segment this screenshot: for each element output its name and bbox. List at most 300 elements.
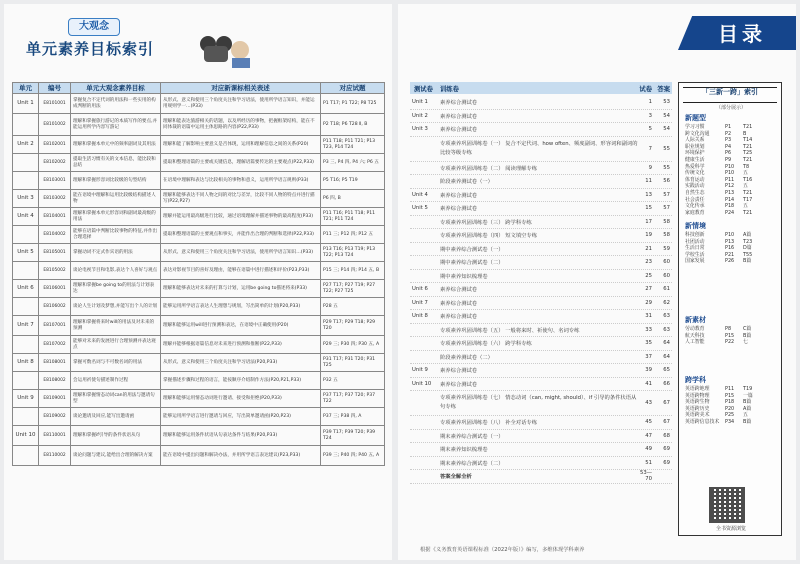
toc-title: 期中素养综合测试卷（二） <box>440 260 504 267</box>
index-page: P22 <box>725 339 735 346</box>
table-row <box>13 244 385 262</box>
standard-cell: 能够运用所学语言进行邀请与回应，写出简单邀请函(P20,P23) <box>161 408 321 426</box>
toc-item[interactable] <box>410 256 672 270</box>
index-question: 五 <box>743 170 748 177</box>
goal-cell: 理解和掌握本单元中的频率副词及其用法 <box>71 136 161 154</box>
index-topic: 实践活动 <box>685 183 705 190</box>
index-page: P9 <box>725 156 732 163</box>
toc-item[interactable] <box>410 364 672 378</box>
table-row <box>13 280 385 298</box>
table-row <box>13 336 385 354</box>
toc-page: 49 <box>645 446 652 453</box>
standard-cell: 理解和能表达旅游相关的话题，以及所经历的事物，把握框架结构，能在不同体裁的语篇中运用主体思路的内容(P22,P33) <box>161 114 321 136</box>
toc-title: 专项素养巩固训练卷（七） 情态动词（can, might, should）、if 引导的条件状语从句专练 <box>440 395 637 410</box>
toc-answer-page: 66 <box>663 380 670 387</box>
unit-cell: Unit 7 <box>13 316 39 336</box>
items-cell: P32 五 <box>321 372 385 390</box>
index-topic: 国家发展 <box>685 258 705 265</box>
index-row[interactable] <box>685 245 765 252</box>
toc-title: 素养综合测试卷 <box>440 127 478 134</box>
toc-page: 47 <box>645 432 652 439</box>
toc-title: 专项素养巩固训练卷（四） 短文填空专练 <box>440 233 538 240</box>
items-cell: P13 T16; P13 T19; P13 T22; P13 T24 <box>321 244 385 262</box>
index-page: P13 <box>725 238 735 245</box>
toc-title: 期中素养综合测试卷（一） <box>440 246 504 253</box>
index-page: P1 <box>725 124 732 130</box>
table-row <box>13 114 385 136</box>
toc-item[interactable] <box>410 243 672 257</box>
index-topic: 社团活动 <box>685 238 705 245</box>
code-cell: E8106002 <box>39 298 71 316</box>
standard-cell: 提取和整理语篇的主要观点和事实，并能作出合理的判断和选择(P22,P33) <box>161 226 321 244</box>
toc-item[interactable] <box>410 96 672 110</box>
index-row[interactable] <box>685 210 765 217</box>
index-row[interactable] <box>685 190 765 197</box>
code-cell: E8108001 <box>39 354 71 372</box>
big-idea-badge: 大观念 <box>68 18 120 36</box>
toc-page: 35 <box>645 340 652 347</box>
standard-cell: 理解和能够运用条件状语从句表达条件与结果(P20,P33) <box>161 426 321 446</box>
unit-cell: Unit 2 <box>13 136 39 154</box>
table-row <box>13 208 385 226</box>
index-page: P13 <box>725 189 735 196</box>
index-question: B篇 <box>743 418 752 425</box>
toc-page: 23 <box>645 259 652 266</box>
index-row[interactable] <box>685 183 765 190</box>
code-cell: E8109001 <box>39 390 71 408</box>
toc-unit: Unit 1 <box>412 99 428 106</box>
index-row[interactable] <box>685 170 765 177</box>
header-standard: 对应新课标相关表述 <box>161 83 321 94</box>
index-topic: 英语跨美术 <box>685 412 710 419</box>
toc-page: 41 <box>645 380 652 387</box>
toc-header <box>410 82 672 94</box>
toc-answer-page: 60 <box>663 259 670 266</box>
index-topic: 英语跨历史 <box>685 405 710 412</box>
toc-answer-page: 68 <box>663 432 670 439</box>
toc-title: 素养综合测试卷 <box>440 192 478 199</box>
unit-cell: Unit 10 <box>13 426 39 446</box>
toc-item[interactable] <box>410 216 672 230</box>
standard-cell: 理解和能够运用will进行预测和表达，在语境中正确使用(P20) <box>161 316 321 336</box>
index-question: C篇 <box>743 326 752 332</box>
unit-cell: Unit 4 <box>13 208 39 226</box>
toc-answer-page: 56 <box>663 178 670 185</box>
toc-answer-page: 59 <box>663 245 670 252</box>
items-cell: P37 三; P38 四, A <box>321 408 385 426</box>
toc-page: 45 <box>645 419 652 426</box>
toc-title: 素养综合测试卷 <box>440 113 478 120</box>
index-section-title: 新情境 <box>685 222 706 230</box>
toc-item[interactable] <box>410 110 672 124</box>
index-topic: 体育运动 <box>685 176 705 183</box>
goal-cell: 掌握动词不定式作宾语的用法 <box>71 244 161 262</box>
toc-answer-page: 64 <box>663 353 670 360</box>
index-question: T23 <box>743 238 753 245</box>
code-cell: E8102002 <box>39 154 71 172</box>
toc-item[interactable] <box>410 416 672 430</box>
toc-item[interactable] <box>410 378 672 392</box>
toc-title: 期中素养知识梳理卷 <box>440 273 488 280</box>
qr-label: 全书资源浏览 <box>715 526 746 532</box>
index-question: B <box>743 130 747 137</box>
standard-cell: 理解和能了解影响主要意义是否体现，运用和理解信息之间的关系(P20) <box>161 136 321 154</box>
code-cell: E8105001 <box>39 244 71 262</box>
index-row[interactable] <box>685 150 765 157</box>
toc-header-paper: 试卷 <box>639 85 652 93</box>
toc-title: 专项素养巩固训练卷（一） 复合不定代词、how often、频度副词、形容词和副词的比较等级专练 <box>440 140 638 156</box>
index-question: 七 <box>743 339 748 346</box>
standard-cell: 表达对影视节目的喜好及理由，能够在语篇中进行描述和评价(P23,P33) <box>161 262 321 280</box>
unit-goal-table <box>12 82 385 466</box>
toc-answer-page: 69 <box>663 459 670 466</box>
index-topic: 科技创新 <box>685 232 705 238</box>
header-code: 编号 <box>39 83 71 94</box>
table-row <box>13 154 385 172</box>
toc-title: 素养综合测试卷 <box>440 206 478 213</box>
items-cell: P2 T18; P6 T28 Ⅱ, B <box>321 114 385 136</box>
index-question: T17 <box>743 196 753 203</box>
unit-cell <box>13 262 39 280</box>
toc-title: 期末素养知识梳理卷 <box>440 447 488 454</box>
index-question: T21 <box>743 156 753 163</box>
index-page: P16 <box>725 245 735 252</box>
toc-item[interactable] <box>410 297 672 311</box>
toc-item[interactable] <box>410 391 672 416</box>
toc-page: 31 <box>645 313 652 320</box>
toc-unit: Unit 8 <box>412 313 428 320</box>
toc-title: 素养综合测试卷 <box>440 381 478 388</box>
items-cell: P11 三; P12 四; P12 五 <box>321 226 385 244</box>
toc-page: 21 <box>645 245 652 252</box>
toc-header-drills: 训练卷 <box>440 85 459 93</box>
index-topic: 英语跨信息技术 <box>685 418 720 425</box>
index-page: P11 <box>725 386 735 392</box>
code-cell: E8107002 <box>39 336 71 354</box>
toc-page: 33 <box>645 326 652 333</box>
table-row <box>13 316 385 336</box>
code-cell: E8104002 <box>39 226 71 244</box>
index-page: P4 <box>725 143 732 150</box>
goal-cell: 理解和掌握旅行游记的本质写作的要点,并能运用所学内容写游记 <box>71 114 161 136</box>
items-cell: P11 T18; P11 T21; P13 T23, P14 T24 <box>321 136 385 154</box>
index-question: 五 <box>743 203 748 210</box>
index-question: D篇 <box>743 245 752 252</box>
toc-page: 17 <box>645 218 652 225</box>
table-row <box>13 190 385 208</box>
toc-title: 专项素养巩固训练卷（三） 跨学科专练 <box>440 219 532 226</box>
index-page: P12 <box>725 183 735 190</box>
index-topic: 学习习惯 <box>685 124 705 130</box>
toc-title: 素养综合测试卷 <box>440 314 478 321</box>
toc-item[interactable] <box>410 351 672 365</box>
toc-page: 9 <box>648 164 652 171</box>
toc-unit: Unit 5 <box>412 205 428 212</box>
goal-cell: 谈论电视节目和电影,表达个人喜好与观点 <box>71 262 161 280</box>
index-row[interactable] <box>685 339 765 346</box>
goal-cell: 理解和掌握本单元形容词和副词最高级的用法 <box>71 208 161 226</box>
index-section-title: 跨学科 <box>685 376 706 384</box>
goal-cell: 理解和掌握将来时will的用法及对未来的预测 <box>71 316 161 336</box>
unit-cell <box>13 154 39 172</box>
unit-cell: Unit 5 <box>13 244 39 262</box>
code-cell: E8103001 <box>39 172 71 190</box>
toc-page: 19 <box>645 232 652 239</box>
toc-item[interactable] <box>410 270 672 284</box>
toc-item[interactable] <box>410 189 672 203</box>
index-section-title: 新素材 <box>685 316 706 324</box>
unit-cell: Unit 6 <box>13 280 39 298</box>
index-question: 五 <box>743 183 748 190</box>
toc-page: 1 <box>648 99 652 106</box>
code-cell: E8103002 <box>39 190 71 208</box>
toc-unit: Unit 6 <box>412 286 428 293</box>
toc-page: 43 <box>645 400 652 406</box>
index-page: P18 <box>725 399 735 406</box>
toc-answer-page: 65 <box>663 367 670 374</box>
toc-answer-page: 55 <box>663 145 670 152</box>
items-cell: P39 三; P40 四; P40 五, A <box>321 446 385 466</box>
index-page: P15 <box>725 392 735 399</box>
toc-page: 51 <box>645 459 652 466</box>
toc-answer-page: 58 <box>663 218 670 225</box>
goal-cell: 掌握可数名词与不可数名词的用法 <box>71 354 161 372</box>
unit-cell: Unit 3 <box>13 190 39 208</box>
toc-answer-page: 63 <box>663 313 670 320</box>
right-page <box>398 4 796 560</box>
toc-page: 39 <box>645 367 652 374</box>
header-unit: 单元 <box>13 83 39 94</box>
index-page: P25 <box>725 412 735 419</box>
unit-cell <box>13 226 39 244</box>
index-topic: 人工智能 <box>685 339 705 346</box>
index-page: P11 <box>725 176 735 183</box>
table-row <box>13 94 385 114</box>
binoculars-illustration-icon <box>194 30 254 70</box>
toc-item[interactable] <box>410 123 672 137</box>
table-row <box>13 172 385 190</box>
items-cell: P15 三; P14 四; P14 五, B <box>321 262 385 280</box>
items-cell: P31 T17; P31 T20; P31 T25 <box>321 354 385 372</box>
code-cell: E8107001 <box>39 316 71 336</box>
index-page: P20 <box>725 405 735 412</box>
toc-title: 阶段素养测试卷（一） <box>440 179 493 186</box>
goal-cell: 理解和掌握形容词比较级的句型结构 <box>71 172 161 190</box>
index-row[interactable] <box>685 157 765 164</box>
toc-page: 29 <box>645 299 652 306</box>
goal-cell: 能够在语篇中判断比较事物的特征,并作出合理选择 <box>71 226 161 244</box>
toc-answer-page: 61 <box>663 286 670 293</box>
index-question: 一篇 <box>743 392 753 399</box>
items-cell: P39 T17; P39 T20; P39 T24 <box>321 426 385 446</box>
table-row <box>13 354 385 372</box>
toc-list <box>410 96 672 484</box>
unit-cell: Unit 8 <box>13 354 39 372</box>
standard-cell: 能在语境中提出问题和解决办法，并用所学语言表达建议(P23,P33) <box>161 446 321 466</box>
index-row[interactable] <box>685 399 765 406</box>
index-row[interactable] <box>685 412 765 419</box>
index-topic: 劳动教育 <box>685 326 705 332</box>
goal-cell: 能在语境中理解和运用比较级结构描述人物 <box>71 190 161 208</box>
toc-page: 27 <box>645 286 652 293</box>
toc-page: 7 <box>648 145 652 152</box>
items-cell: P11 T16; P11 T18; P11 T21; P11 T24 <box>321 208 385 226</box>
toc-page: 13 <box>645 191 652 198</box>
qr-code-icon[interactable] <box>709 487 745 523</box>
code-cell: E8110001 <box>39 426 71 446</box>
code-cell: E8101001 <box>39 94 71 114</box>
code-cell: E8108002 <box>39 372 71 390</box>
index-page: P10 <box>725 232 735 238</box>
toc-answer-page: 67 <box>663 419 670 426</box>
goal-cell: 会运用祈使句描述制作过程 <box>71 372 161 390</box>
index-page: P34 <box>725 418 735 425</box>
goal-cell: 谈论邀请及回应,能写出邀请函 <box>71 408 161 426</box>
standard-cell: 理解和能够表达不同人物之间的对比与差异，比较不同人物的特点并进行描写(P22,P27) <box>161 190 321 208</box>
index-question: 五 <box>743 412 748 419</box>
toc-item[interactable] <box>410 324 672 338</box>
index-page: P10 <box>725 170 735 177</box>
table-row <box>13 298 385 316</box>
toc-item[interactable] <box>410 443 672 457</box>
toc-item[interactable] <box>410 337 672 351</box>
toc-unit: Unit 2 <box>412 112 428 119</box>
toc-item[interactable] <box>410 137 672 162</box>
toc-item[interactable] <box>410 310 672 324</box>
toc-answer-page: 57 <box>663 191 670 198</box>
table-row <box>13 426 385 446</box>
toc-page: 53—70 <box>639 470 652 483</box>
toc-page: 25 <box>645 272 652 279</box>
toc-title: 专项素养巩固训练卷（六） 跨学科专练 <box>440 341 532 348</box>
toc-item[interactable] <box>410 175 672 189</box>
toc-item[interactable] <box>410 229 672 243</box>
toc-title: 素养综合测试卷 <box>440 300 478 307</box>
toc-header-answer: 答案 <box>657 85 670 93</box>
table-row <box>13 226 385 244</box>
index-question: T55 <box>743 251 753 258</box>
standard-cell: 在语境中理解和表达与比较相关的事物和意义，运用所学语言规则(P33) <box>161 172 321 190</box>
table-row <box>13 390 385 408</box>
index-section <box>685 221 765 265</box>
unit-cell <box>13 446 39 466</box>
toc-answer-page: 62 <box>663 299 670 306</box>
standard-cell: 从形式、意义和使用三个角度关注和学习语法，使用所学语言知识，并能运用规则学一…(P33) <box>161 94 321 114</box>
index-page: P21 <box>725 251 735 258</box>
index-row[interactable] <box>685 124 765 131</box>
index-row[interactable] <box>685 326 765 333</box>
contents-title: 目录 <box>718 22 766 46</box>
toc-unit: Unit 4 <box>412 191 428 198</box>
toc-item[interactable] <box>410 283 672 297</box>
index-topic: 社会责任 <box>685 196 705 203</box>
table-row <box>13 136 385 154</box>
standard-cell: 从形式、意义和使用三个角度关注和学习语法，使用所学语言知识…(P33) <box>161 244 321 262</box>
index-row[interactable] <box>685 137 765 144</box>
index-page: P8 <box>725 326 732 332</box>
table-row <box>13 262 385 280</box>
goal-cell: 能够对未来的发展进行合理预测并表达观点 <box>71 336 161 354</box>
standard-cell: 提取和整理语篇的主要或关键信息，理解语篇要传达的主要观点(P22,P33) <box>161 154 321 172</box>
index-page: P14 <box>725 196 735 203</box>
goal-cell: 谈论人生计划及梦想,并能写出个人的计划 <box>71 298 161 316</box>
index-row[interactable] <box>685 386 765 393</box>
toc-answer-page: 54 <box>663 112 670 119</box>
index-topic: 职业规划 <box>685 143 705 150</box>
toc-title: 专项素养巩固训练卷（八） 补全对话专练 <box>440 420 538 427</box>
unit-cell: Unit 9 <box>13 390 39 408</box>
table-row <box>13 446 385 466</box>
unit-cell: Unit 1 <box>13 94 39 114</box>
index-topic: 学校生活 <box>685 251 705 258</box>
index-question: B篇 <box>743 399 752 406</box>
standard-cell: 掌握描述步骤和过程的语言，能按顺序介绍制作方法(P20,P21,P33) <box>161 372 321 390</box>
index-row[interactable] <box>685 203 765 210</box>
goal-cell: 提取生活习惯有关的文本信息，能比较和总结 <box>71 154 161 172</box>
index-topic: 生活日常 <box>685 245 705 252</box>
toc-title: 期末素养综合测试卷（二） <box>440 460 504 467</box>
toc-item[interactable] <box>410 162 672 176</box>
index-question: T21 <box>743 209 753 216</box>
toc-item[interactable] <box>410 202 672 216</box>
index-section <box>685 315 765 346</box>
index-question: T21 <box>743 143 753 150</box>
standard-cell: 能够运用所学语言表达人生理想与规划，写出简单的计划(P20,P33) <box>161 298 321 316</box>
unit-cell <box>13 336 39 354</box>
standard-cell: 从形式、意义和使用三个角度关注和学习语法(P20,P33) <box>161 354 321 372</box>
index-row[interactable] <box>685 258 765 265</box>
table-row <box>13 372 385 390</box>
toc-item[interactable] <box>410 430 672 444</box>
index-sidebar <box>678 82 782 536</box>
index-row[interactable] <box>685 232 765 239</box>
index-section-title: 新题型 <box>685 114 706 122</box>
toc-title: 素养综合测试卷 <box>440 368 478 375</box>
unit-cell <box>13 298 39 316</box>
code-cell: E8104001 <box>39 208 71 226</box>
unit-cell <box>13 172 39 190</box>
index-topic: 自然生态 <box>685 189 705 196</box>
code-cell: E8101002 <box>39 114 71 136</box>
index-topic: 环境保护 <box>685 150 705 157</box>
index-page: P24 <box>725 209 735 216</box>
index-topic: 文化传承 <box>685 203 705 210</box>
standard-cell: 理解和能够表达对未来的打算与计划，运用be going to描述将来(P33) <box>161 280 321 298</box>
items-cell: P29 三; P30 四; P30 五, A <box>321 336 385 354</box>
goal-cell: 谈论问题与建议,能给出合理的解决方案 <box>71 446 161 466</box>
index-question: A篇 <box>743 232 752 238</box>
index-topic: 健康生活 <box>685 156 705 163</box>
toc-item[interactable] <box>410 457 672 471</box>
index-section <box>685 375 765 426</box>
standard-cell: 理解和能够运用情态动词进行邀请、接受和拒绝(P20,P33) <box>161 390 321 408</box>
toc-item[interactable] <box>410 470 672 484</box>
index-topic: 跨文化沟通 <box>685 130 710 137</box>
toc-answer-page: 53 <box>663 99 670 106</box>
left-page <box>4 4 392 560</box>
items-cell: P28 五 <box>321 298 385 316</box>
index-topic: 人际关系 <box>685 137 705 144</box>
index-row[interactable] <box>685 419 765 426</box>
items-cell: P3 三, P4 四, P4 六; P6 五 <box>321 154 385 172</box>
toc-title: 素养综合测试卷 <box>440 287 478 294</box>
index-page: P18 <box>725 203 735 210</box>
items-cell: P5 T16; P5 T19 <box>321 172 385 190</box>
sidebar-title: 「三新一跨」索引 <box>683 87 777 103</box>
toc-unit: Unit 7 <box>412 299 428 306</box>
index-question: A篇 <box>743 405 752 412</box>
items-cell: P27 T17; P27 T19; P27 T22; P27 T25 <box>321 280 385 298</box>
